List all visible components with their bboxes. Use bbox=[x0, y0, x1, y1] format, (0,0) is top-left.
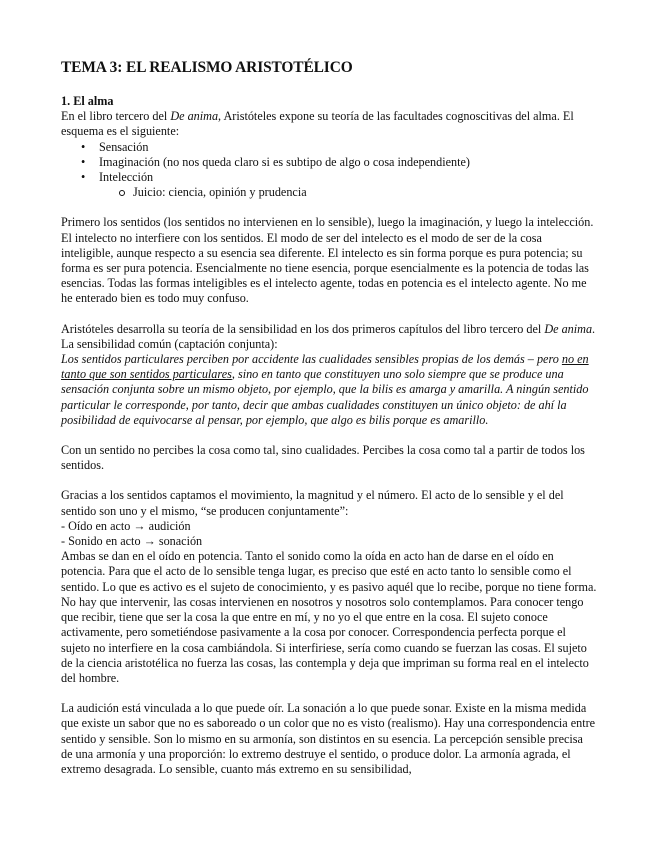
paragraph: Gracias a los sentidos captamos el movimiento, la magnitud y el número. El acto de lo sensible y el del sentido son uno y el mismo, “se producen conjuntamente”: bbox=[61, 488, 564, 518]
correspondence-line: - Sonido en acto → sonación bbox=[61, 534, 203, 549]
paragraph-text-start: Aristóteles desarrolla su teoría de la sensibilidad en los dos primeros capítulos del libro tercero del bbox=[61, 321, 545, 336]
paragraph: Ambas se dan en el oído en potencia. Tanto el sonido como la oída en acto han de darse en el oído en potencia. Para que el acto de lo sensible tenga lugar, es preciso que esté en acto tanto lo sensible como el sentido. Lo que es activo es el sujeto de conocimiento, y es pasivo aquél que lo recibe, porque no tiene forma. No hay que intervenir, las cosas intervienen en nosotros y nosotros solo contemplamos. Para conocer tengo que recibir, tiene que ser la cosa la que entre en mí, y no yo el que entre en la cosa. El sujeto conoce activamente, pero sometiéndose pasivamente a la cosa por conocer. Correspondencia perfecta porque el sujeto no interfiere en la cosa cambiándola. Si interfiriese, sería como cuando se fuerzan las cosas. El sujeto de la ciencia aristotélica no fuerza las cosas, las contempla y deja que impriman su forma real en el intelecto del hombre. bbox=[61, 549, 597, 685]
quote-underlined: no en tanto que son sentidos particulares bbox=[61, 352, 589, 382]
book-title: De anima bbox=[544, 321, 593, 336]
quote-start: Los sentidos particulares perciben por accidente las cualidades sensibles propias de los demás – pero bbox=[61, 352, 562, 367]
quotation bbox=[61, 352, 597, 428]
section-heading: 1. El alma bbox=[61, 94, 114, 108]
paragraph bbox=[61, 322, 597, 352]
intro-text-start: En el libro tercero del bbox=[61, 109, 171, 124]
document-page bbox=[61, 58, 597, 777]
intro-book-title: De anima bbox=[170, 109, 219, 124]
list-item-label: Intelección bbox=[99, 170, 154, 185]
list-item: • Imaginación (no nos queda claro si es subtipo de algo o cosa independiente) bbox=[81, 155, 597, 170]
document-title: TEMA 3: EL REALISMO ARISTOTÉLICO bbox=[61, 59, 353, 76]
paragraph: La audición está vinculada a lo que puede oír. La sonación a lo que puede sonar. Existe en la misma medida que existe un sabor que no es saboreado o un color que no es visto (realismo). Hay una correspondencia entre sentido y sensible. Son lo mismo en su armonía, son distintos en su esencia. La percepción sensible precisa de una armonía y una proporción: lo extremo destruye el sentido, o produce dolor. La armonía agrada, el extremo desagrada. Lo sensible, cuanto más extremo en su sensibilidad, bbox=[61, 701, 596, 776]
paragraph: Con un sentido no percibes la cosa como tal, sino cualidades. Percibes la cosa como tal a partir de todos los sentidos. bbox=[61, 443, 585, 473]
correspondence-line: - Oído en acto → audición bbox=[61, 518, 191, 533]
paragraph-text-end: . La sensibilidad común (captación conjunta): bbox=[61, 321, 596, 351]
sub-list bbox=[99, 185, 597, 200]
paragraph: Primero los sentidos (los sentidos no intervienen en lo sensible), luego la imaginación, y luego la intelección. El intelecto no interfiere con los sentidos. El modo de ser del intelecto es el modo de ser de la cosa inteligible, aunque respecto a su esencia sea diferente. El intelecto es sin forma porque es pura potencia; su forma es ser pura potencia. Esencialmente no tiene esencia, porque esencialmente es la potencia de todas las esencias. Todas las formas inteligibles es el intelecto agente, todas en potencia es el intelecto agente. No me he enterado bien es todo muy confuso. bbox=[61, 215, 594, 306]
list-item: • Sensación bbox=[81, 140, 597, 155]
quote-end: , sino en tanto que constituyen uno solo siempre que se produce una sensación conjunta sobre un mismo objeto, por ejemplo, que la bilis es amarga y amarilla. A ningún sentido particular le corresponde, por tanto, decir que ambas cualidades constituyen un único objeto: de ahí la posibilidad de equivocarse al pensar, por ejemplo, que algo es bilis porque es amarillo. bbox=[61, 367, 589, 427]
faculties-list bbox=[61, 140, 597, 201]
intro-paragraph bbox=[61, 109, 597, 139]
sub-list-item: Juicio: ciencia, opinión y prudencia bbox=[119, 185, 597, 200]
intro-text-end: , Aristóteles expone su teoría de las facultades cognoscitivas del alma. El esquema es el siguiente: bbox=[61, 109, 574, 139]
list-item bbox=[81, 170, 597, 200]
